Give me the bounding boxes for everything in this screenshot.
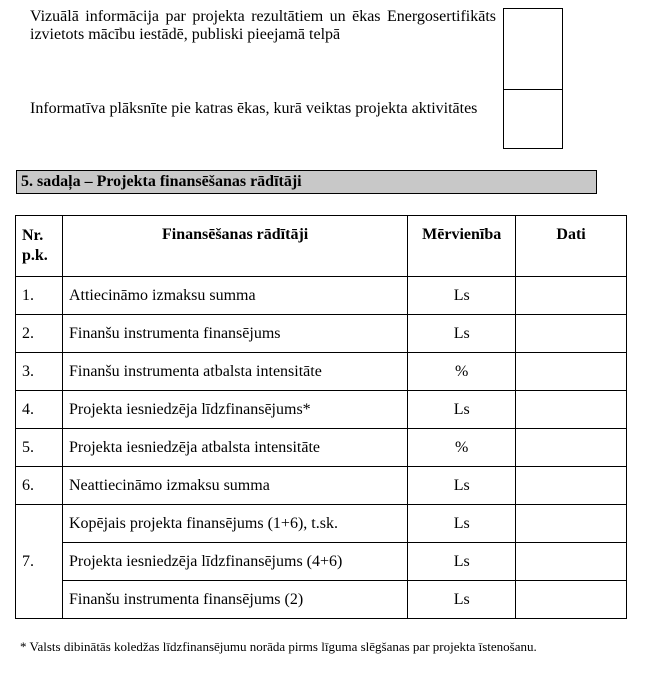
row-unit: Ls (408, 391, 516, 429)
header-data: Dati (516, 216, 627, 277)
table-row (16, 505, 627, 543)
section-heading: 5. sadaļa – Projekta finansēšanas rādītāji (16, 170, 597, 194)
row-unit: Ls (408, 467, 516, 505)
top-item-info-plaque (30, 88, 535, 148)
data-input-cell[interactable] (516, 315, 627, 353)
table-row (16, 277, 627, 315)
row-indicator: Finanšu instrumenta atbalsta intensitāte (62, 353, 407, 391)
table-row (16, 315, 627, 353)
row-unit: % (408, 353, 516, 391)
table-row (16, 391, 627, 429)
data-input-cell[interactable] (516, 543, 627, 581)
row-indicator: Kopējais projekta finansējums (1+6), t.sk. (62, 505, 407, 543)
data-input-cell[interactable] (516, 505, 627, 543)
checkbox-visual-info[interactable] (503, 8, 563, 90)
row-nr: 1. (16, 277, 63, 315)
table-row (16, 429, 627, 467)
row-indicator: Finanšu instrumenta finansējums (2) (62, 581, 407, 619)
top-item-visual-info (30, 8, 535, 88)
row-indicator: Projekta iesniedzēja līdzfinansējums (4+6) (62, 543, 407, 581)
data-input-cell[interactable] (516, 391, 627, 429)
data-input-cell[interactable] (516, 581, 627, 619)
table-row (16, 467, 627, 505)
row-unit: % (408, 429, 516, 467)
row-nr: 5. (16, 429, 63, 467)
table-row (16, 581, 627, 619)
row-indicator: Neattiecināmo izmaksu summa (62, 467, 407, 505)
top-item-text: Vizuālā informācija par projekta rezultātiem un ēkas Energosertifikāts izvietots mācību iestādē, publiski pieejamā telpā (30, 8, 496, 43)
data-input-cell[interactable] (516, 277, 627, 315)
row-nr: 3. (16, 353, 63, 391)
header-unit: Mērvienība (408, 216, 516, 277)
row-indicator: Attiecināmo izmaksu summa (62, 277, 407, 315)
row-unit: Ls (408, 505, 516, 543)
row-unit: Ls (408, 581, 516, 619)
header-indicator: Finansēšanas rādītāji (62, 216, 407, 277)
table-row (16, 353, 627, 391)
row-indicator: Projekta iesniedzēja atbalsta intensitāte (62, 429, 407, 467)
data-input-cell[interactable] (516, 467, 627, 505)
data-input-cell[interactable] (516, 353, 627, 391)
table-header-row (16, 216, 627, 277)
financing-table (15, 215, 627, 619)
row-nr: 6. (16, 467, 63, 505)
row-unit: Ls (408, 277, 516, 315)
row-unit: Ls (408, 315, 516, 353)
top-items (30, 8, 535, 148)
row-indicator: Finanšu instrumenta finansējums (62, 315, 407, 353)
row-nr: 7. (16, 505, 63, 619)
data-input-cell[interactable] (516, 429, 627, 467)
row-nr: 4. (16, 391, 63, 429)
row-nr: 2. (16, 315, 63, 353)
row-unit: Ls (408, 543, 516, 581)
checkbox-info-plaque[interactable] (503, 89, 563, 149)
footnote: * Valsts dibinātās koledžas līdzfinansējumu norāda pirms līguma slēgšanas par projekta īstenošanu. (20, 639, 537, 654)
header-nr: Nr. p.k. (16, 216, 63, 277)
table-row (16, 543, 627, 581)
row-indicator: Projekta iesniedzēja līdzfinansējums* (62, 391, 407, 429)
top-item-text: Informatīva plāksnīte pie katras ēkas, kurā veiktas projekta aktivitātes (30, 100, 478, 117)
